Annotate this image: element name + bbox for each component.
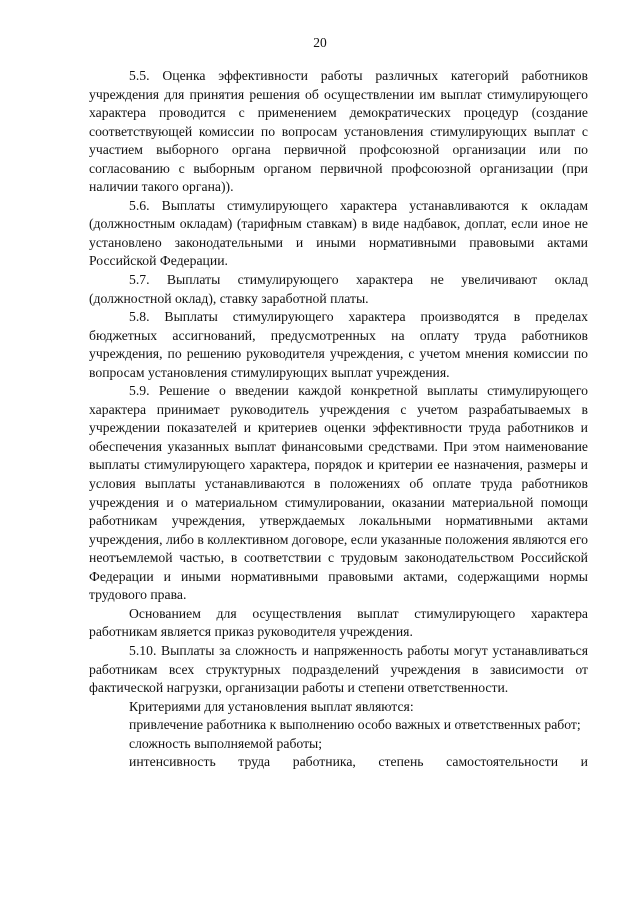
paragraph-5-9: 5.9. Решение о введении каждой конкретной выплаты стимулирующего характера принимает руководитель учреждения с учетом разрабатываемых в учреждении показателей и критериев оценки эффективности труда работников и обеспечения указанных выплат финансовыми средствами. При этом наименование выплаты стимулирующего характера, порядок и критерии ее назначения, размеры и условия выплаты устанавливаются в положениях об оплате труда работников учреждения и о материальном стимулировании, оказании материальной помощи работникам учреждения, утверждаемых локальными нормативными актами учреждения, либо в коллективном договоре, если указанные положения являются его неотъемлемой частью, в соответствии с трудовым законодательством Российской Федерации и иными нормативными правовыми актами, содержащими нормы трудового права. bbox=[89, 383, 588, 603]
paragraph-5-8: 5.8. Выплаты стимулирующего характера производятся в пределах бюджетных ассигнований, предусмотренных на оплату труда работников учреждения, по решению руководителя учреждения, с учетом мнения комиссии по вопросам установления стимулирующих выплат учреждения. bbox=[89, 309, 588, 380]
paragraph-5-6: 5.6. Выплаты стимулирующего характера устанавливаются к окладам (должностным окладам) (тарифным ставкам) в виде надбавок, доплат, если иное не установлено законодательными и иными нормативными правовыми актами Российской Федерации. bbox=[89, 197, 588, 269]
paragraph-criteria-intro: Критериями для установления выплат являются: bbox=[129, 698, 414, 714]
document-body bbox=[89, 67, 588, 772]
criteria-item-important-work: привлечение работника к выполнению особо важных и ответственных работ; bbox=[129, 717, 581, 733]
paragraph-5-5: 5.5. Оценка эффективности работы различных категорий работников учреждения для принятия решения об осуществлении им выплат стимулирующего характера проводится с применением демократических процедур (создание соответствующей комиссии по вопросам установления стимулирующих выплат с участием выборного органа первичной профсоюзной организации или по согласованию с выборным органом первичной профсоюзной организации (при наличии такого органа)). bbox=[89, 68, 588, 195]
paragraph-5-7: 5.7. Выплаты стимулирующего характера не увеличивают оклад (должностной оклад), ставку заработной платы. bbox=[89, 272, 588, 306]
criteria-item-intensity: интенсивность труда работника, степень самостоятельности и bbox=[129, 754, 588, 770]
paragraph-5-10: 5.10. Выплаты за сложность и напряженность работы могут устанавливаться работникам всех структурных подразделений учреждения в зависимости от фактической нагрузки, организации работы и степени ответственности. bbox=[89, 642, 588, 696]
paragraph-payment-basis: Основанием для осуществления выплат стимулирующего характера работникам является приказ руководителя учреждения. bbox=[89, 605, 588, 640]
page-number: 20 bbox=[313, 35, 327, 50]
criteria-item-complexity: сложность выполняемой работы; bbox=[129, 735, 323, 751]
